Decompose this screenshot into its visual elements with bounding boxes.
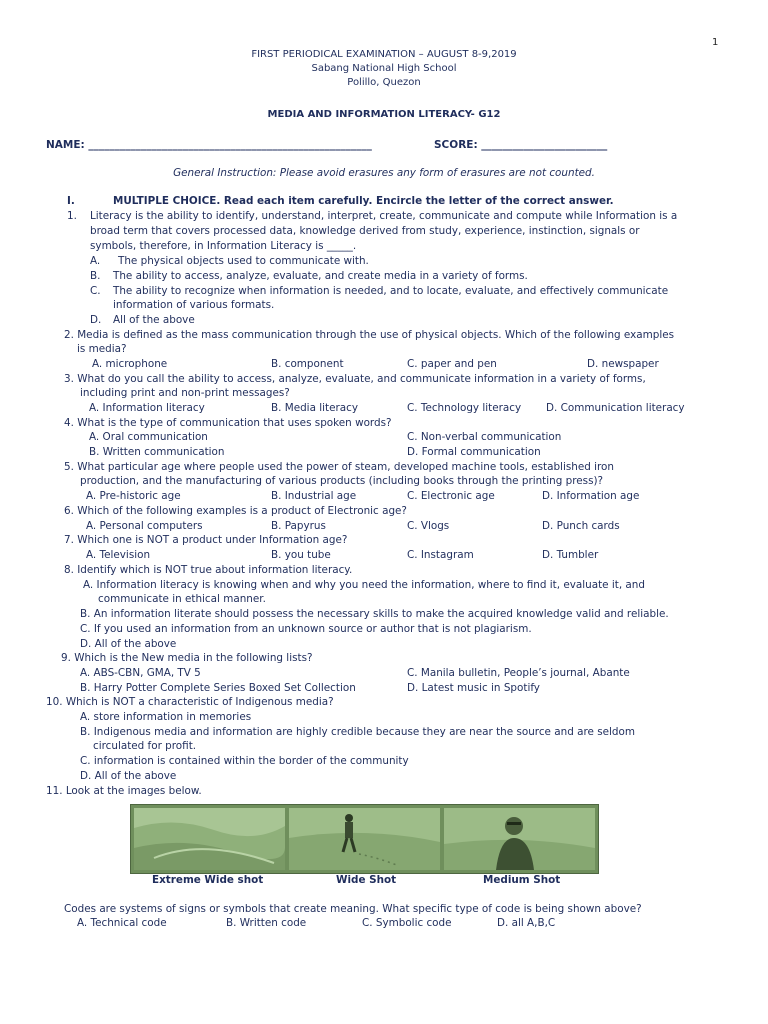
question-4-option-a[interactable]: A. Oral communication [89,431,208,443]
question-11-option-d[interactable]: D. all A,B,C [497,917,556,929]
question-3-line2: including print and non-print messages? [80,387,290,399]
option-letter[interactable]: C. [90,285,101,297]
question-7-option-b[interactable]: B. you tube [271,549,331,561]
score-field[interactable]: SCORE: ________________________ [434,139,608,151]
question-8-option-b[interactable]: B. An information literate should possess the necessary skills to make the acquired knowledge valid and reliable. [80,608,669,620]
question-3-line1: 3. What do you call the ability to access, analyze, evaluate, and communicate information in a variety of forms, [64,373,646,385]
page-number: 1 [712,37,719,48]
question-1-option-b[interactable]: The ability to access, analyze, evaluate, and create media in a variety of forms. [113,270,528,282]
question-4-option-b[interactable]: B. Written communication [89,446,225,458]
name-field[interactable]: NAME: ______________________________________________________ [46,139,372,151]
question-2-option-d[interactable]: D. newspaper [587,358,659,370]
question-9-option-c[interactable]: C. Manila bulletin, People’s journal, Abante [407,667,630,679]
question-8-option-a[interactable]: A. Information literacy is knowing when and why you need the information, where to find it, evaluate it, and [83,579,645,591]
question-1-option-a[interactable]: The physical objects used to communicate with. [118,255,369,267]
question-11-option-c[interactable]: C. Symbolic code [362,917,452,929]
section-number: I. [67,195,75,207]
question-2-option-a[interactable]: A. microphone [92,358,168,370]
question-6-line1: 6. Which of the following examples is a product of Electronic age? [64,505,407,517]
question-5-option-b[interactable]: B. Industrial age [271,490,357,502]
question-9-option-a[interactable]: A. ABS-CBN, GMA, TV 5 [80,667,201,679]
question-5-option-d[interactable]: D. Information age [542,490,640,502]
question-9-line1: 9. Which is the New media in the following lists? [61,652,313,664]
question-9-option-b[interactable]: B. Harry Potter Complete Series Boxed Set Collection [80,682,356,694]
question-11-option-a[interactable]: A. Technical code [77,917,167,929]
question-5-option-a[interactable]: A. Pre-historic age [86,490,181,502]
question-10-option-c[interactable]: C. information is contained within the border of the community [80,755,409,767]
question-2-option-b[interactable]: B. component [271,358,344,370]
question-4-line1: 4. What is the type of communication that uses spoken words? [64,417,392,429]
shot-images-strip [130,804,599,874]
subject-title: MEDIA AND INFORMATION LITERACY- G12 [267,109,501,120]
question-4-option-c[interactable]: C. Non-verbal communication [407,431,562,443]
caption-medium-shot: Medium Shot [483,874,561,886]
question-6-option-d[interactable]: D. Punch cards [542,520,620,532]
question-3-option-c[interactable]: C. Technology literacy [407,402,522,414]
school-location: Polillo, Quezon [347,77,421,88]
school-name: Sabang National High School [311,63,457,74]
question-3-option-d[interactable]: D. Communication literacy [546,402,685,414]
option-letter[interactable]: B. [90,270,101,282]
question-1-option-c-cont: information of various formats. [113,299,275,311]
question-4-option-d[interactable]: D. Formal communication [407,446,541,458]
question-5-option-c[interactable]: C. Electronic age [407,490,495,502]
question-5-line1: 5. What particular age where people used the power of steam, developed machine tools, established iron [64,461,614,473]
question-2-option-c[interactable]: C. paper and pen [407,358,497,370]
option-letter[interactable]: A. [90,255,101,267]
question-10-option-a[interactable]: A. store information in memories [80,711,252,723]
question-8-option-c[interactable]: C. If you used an information from an unknown source or author that is not plagiarism. [80,623,532,635]
question-2-line2: is media? [77,343,127,355]
question-1-option-c[interactable]: The ability to recognize when information is needed, and to locate, evaluate, and effectively communicate [113,285,669,297]
desert-dunes-photo [134,808,285,870]
question-7-option-d[interactable]: D. Tumbler [542,549,599,561]
question-10-line1: 10. Which is NOT a characteristic of Indigenous media? [46,696,334,708]
question-1-option-d[interactable]: All of the above [113,314,195,326]
question-11-line1: 11. Look at the images below. [46,785,202,797]
exam-title: FIRST PERIODICAL EXAMINATION – AUGUST 8-9,2019 [251,49,517,60]
caption-extreme-wide-shot: Extreme Wide shot [152,874,264,886]
section-title: MULTIPLE CHOICE. Read each item carefully. Encircle the letter of the correct answer. [113,195,614,207]
question-2-line1: 2. Media is defined as the mass communication through the use of physical objects. Which of the following examples [64,329,675,341]
question-11-text: Codes are systems of signs or symbols that create meaning. What specific type of code is being shown above? [64,903,642,915]
hiker-closeup-photo [444,808,595,870]
question-6-option-b[interactable]: B. Papyrus [271,520,326,532]
caption-wide-shot: Wide Shot [336,874,397,886]
question-10-option-b-cont: circulated for profit. [93,740,197,752]
question-1-line3: symbols, therefore, in Information Literacy is _____. [90,240,357,252]
question-7-line1: 7. Which one is NOT a product under Information age? [64,534,348,546]
question-7-option-c[interactable]: C. Instagram [407,549,474,561]
question-10-option-b[interactable]: B. Indigenous media and information are highly credible because they are near the source and are seldom [80,726,635,738]
question-6-option-c[interactable]: C. Vlogs [407,520,450,532]
hiker-on-dune-photo [289,808,440,870]
general-instruction: General Instruction: Please avoid erasures any form of erasures are not counted. [173,167,595,179]
question-1-number: 1. [67,210,77,222]
question-8-line1: 8. Identify which is NOT true about information literacy. [64,564,353,576]
option-letter[interactable]: D. [90,314,102,326]
question-3-option-a[interactable]: A. Information literacy [89,402,205,414]
question-10-option-d[interactable]: D. All of the above [80,770,177,782]
question-9-option-d[interactable]: D. Latest music in Spotify [407,682,540,694]
question-1-line2: broad term that covers processed data, knowledge derived from study, experience, instinction, signals or [90,225,640,237]
question-5-line2: production, and the manufacturing of various products (including books through the printing press)? [80,475,604,487]
question-11-option-b[interactable]: B. Written code [226,917,307,929]
question-3-option-b[interactable]: B. Media literacy [271,402,358,414]
question-8-option-d[interactable]: D. All of the above [80,638,177,650]
question-1-line1: Literacy is the ability to identify, understand, interpret, create, communicate and compute while Information is a [90,210,678,222]
question-7-option-a[interactable]: A. Television [86,549,151,561]
question-6-option-a[interactable]: A. Personal computers [86,520,203,532]
question-8-option-a-cont: communicate in ethical manner. [98,593,266,605]
